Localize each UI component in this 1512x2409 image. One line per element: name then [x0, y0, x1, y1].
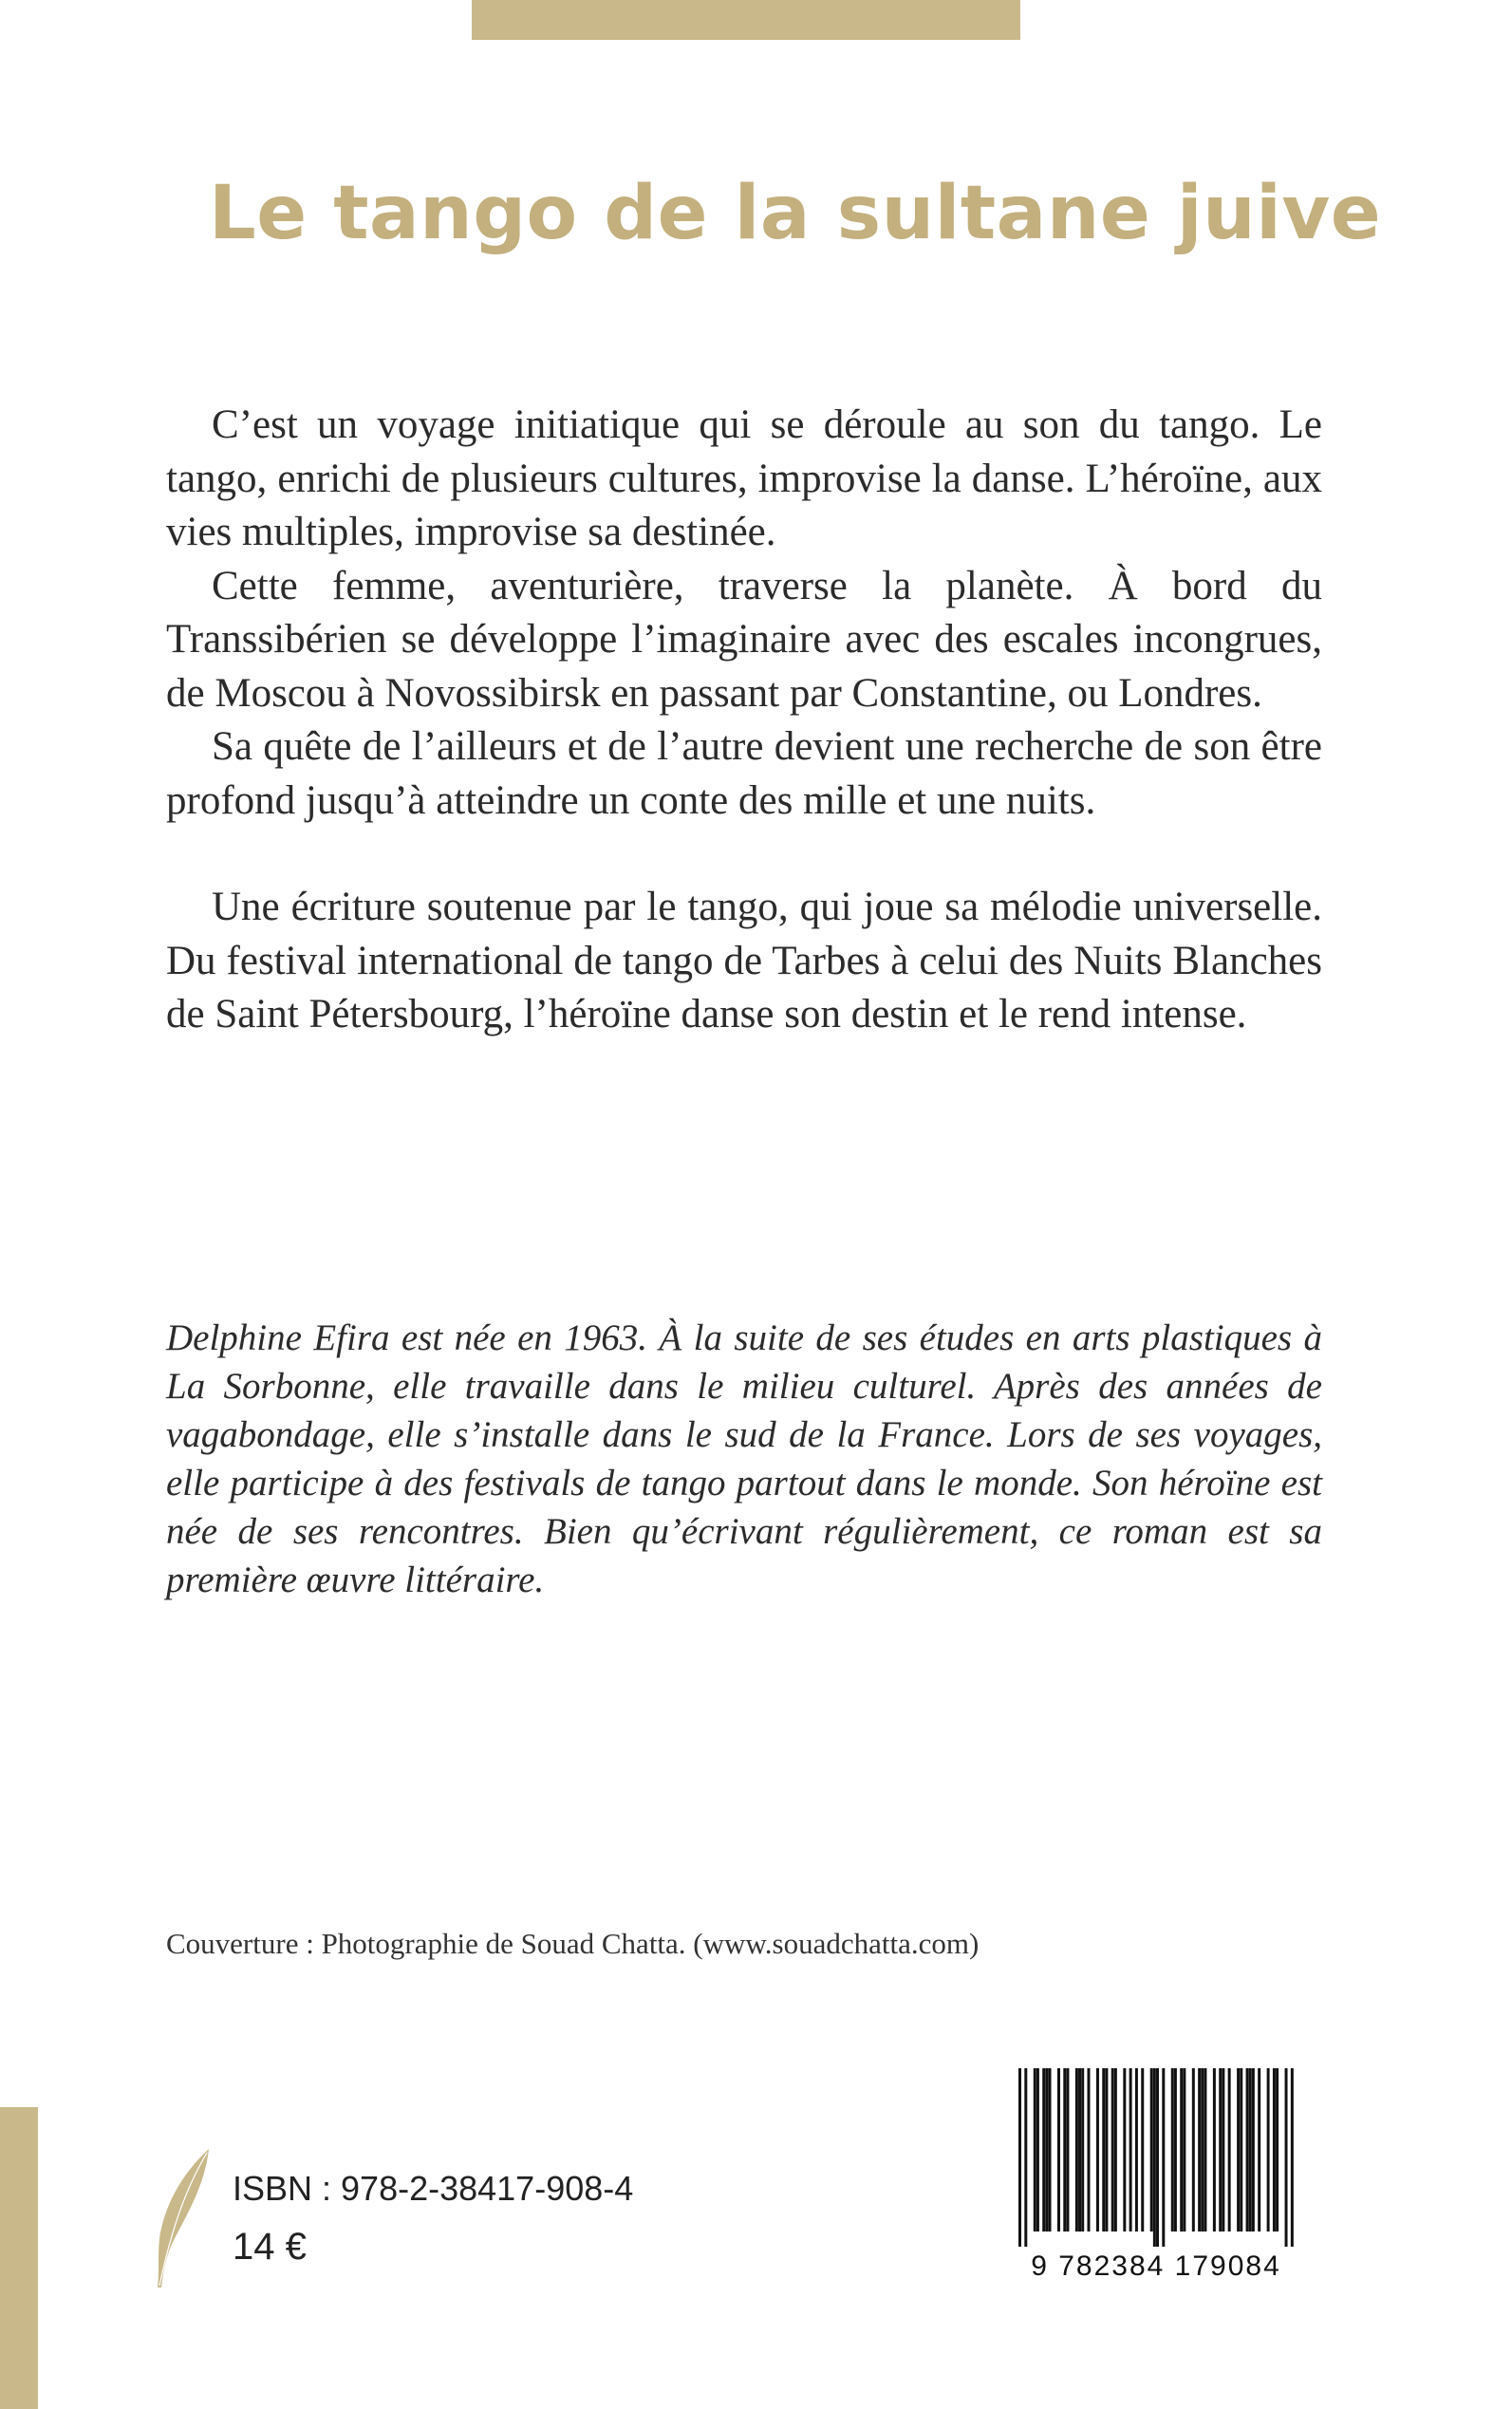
barcode-bar: [1078, 2068, 1081, 2232]
barcode-bar: [1273, 2068, 1276, 2232]
book-title: Le tango de la sultane juive: [209, 171, 1382, 256]
barcode-bar: [1285, 2068, 1288, 2247]
barcode-bar: [1192, 2068, 1195, 2232]
barcode-bar: [1183, 2068, 1185, 2232]
barcode-bar: [1081, 2068, 1084, 2232]
price-label: 14 €: [233, 2226, 307, 2268]
barcode-bar: [1057, 2068, 1060, 2232]
barcode-bar: [1180, 2068, 1183, 2232]
blurb-paragraph: C’est un voyage initiatique qui se déroule au son du tango. Le tango, enrichi de plusieurs cultures, improvise la danse. L’héroïne, aux vies multiples, improvise sa destinée.: [166, 402, 1322, 554]
barcode-bar: [1201, 2068, 1204, 2232]
barcode-bar: [1237, 2068, 1240, 2232]
barcode: [980, 2068, 1332, 2285]
barcode-bar: [1066, 2068, 1069, 2232]
blurb-paragraph: Cette femme, aventurière, traverse la planète. À bord du Transsibérien se développe l’imaginaire avec des escales incongrues, de Moscou à Novossibirsk en passant par Constantine, ou Londres.: [166, 563, 1322, 716]
barcode-bar: [1162, 2068, 1165, 2247]
blurb-paragraph: Une écriture soutenue par le tango, qui joue sa mélodie universelle. Du festival international de tango de Tarbes à celui des Nuits Blanches de Saint Pétersbourg, l’héroïne danse son destin et le rend intense.: [166, 885, 1322, 1036]
barcode-bar: [1135, 2068, 1138, 2232]
barcode-bar: [1111, 2068, 1114, 2232]
feather-icon: [152, 2147, 220, 2289]
barcode-bar: [1156, 2068, 1159, 2247]
barcode-bar: [1204, 2068, 1206, 2232]
barcode-bar: [1249, 2068, 1252, 2232]
barcode-bar: [1267, 2068, 1270, 2232]
top-accent-band: [472, 0, 1020, 40]
barcode-bar: [1240, 2068, 1242, 2232]
barcode-bar: [1213, 2068, 1216, 2232]
left-accent-band: [0, 2107, 38, 2409]
barcode-bar: [1024, 2068, 1027, 2247]
barcode-bars: [1018, 2068, 1294, 2247]
barcode-bar: [1075, 2068, 1078, 2232]
barcode-bar: [1141, 2068, 1144, 2232]
barcode-bar: [1258, 2068, 1260, 2232]
barcode-bar: [1018, 2068, 1021, 2247]
barcode-bar: [1105, 2068, 1108, 2232]
barcode-bar: [1198, 2068, 1201, 2232]
barcode-digits: 9 782384 179084: [1031, 2250, 1281, 2282]
barcode-bar: [1219, 2068, 1222, 2232]
barcode-bar: [1096, 2068, 1099, 2232]
barcode-bar: [1171, 2068, 1174, 2232]
barcode-bar: [1088, 2068, 1091, 2232]
barcode-bar: [1114, 2068, 1117, 2232]
barcode-bar: [1291, 2068, 1294, 2247]
blurb-paragraph: Sa quête de l’ailleurs et de l’autre devient une recherche de son être profond jusqu’à atteindre un conte des mille et une nuits.: [166, 724, 1322, 823]
cover-credits: Couverture : Photographie de Souad Chatta. (www.souadchatta.com): [166, 1927, 980, 1960]
barcode-bar: [1150, 2068, 1153, 2232]
barcode-bar: [1129, 2068, 1132, 2232]
isbn-label: ISBN : 978-2-38417-908-4: [233, 2169, 634, 2208]
barcode-bar: [1049, 2068, 1052, 2232]
barcode-bar: [1123, 2068, 1126, 2232]
barcode-bar: [1034, 2068, 1036, 2232]
book-blurb: [166, 399, 1322, 1042]
author-bio: Delphine Efira est née en 1963. À la suite de ses études en arts plastiques à La Sorbonne, elle travaille dans le milieu culturel. Après des années de vagabondage, elle s’installe dans le sud de la France. Lors de ses voyages, elle participe à des festivals de tango partout dans le monde. Son héroïne est née de ses rencontres. Bien qu’écrivant régulièrement, ce roman est sa première œuvre littéraire.: [166, 1317, 1322, 1600]
barcode-bar: [1252, 2068, 1255, 2232]
barcode-bar: [1153, 2068, 1156, 2247]
barcode-bar: [1036, 2068, 1039, 2232]
barcode-bar: [1102, 2068, 1105, 2232]
barcode-bar: [1174, 2068, 1177, 2232]
barcode-bar: [1246, 2068, 1249, 2232]
barcode-bar: [1063, 2068, 1066, 2232]
barcode-bar: [1222, 2068, 1224, 2232]
barcode-bar: [1045, 2068, 1048, 2232]
barcode-bar: [1276, 2068, 1279, 2232]
barcode-bar: [1042, 2068, 1045, 2232]
barcode-bar: [1228, 2068, 1231, 2232]
